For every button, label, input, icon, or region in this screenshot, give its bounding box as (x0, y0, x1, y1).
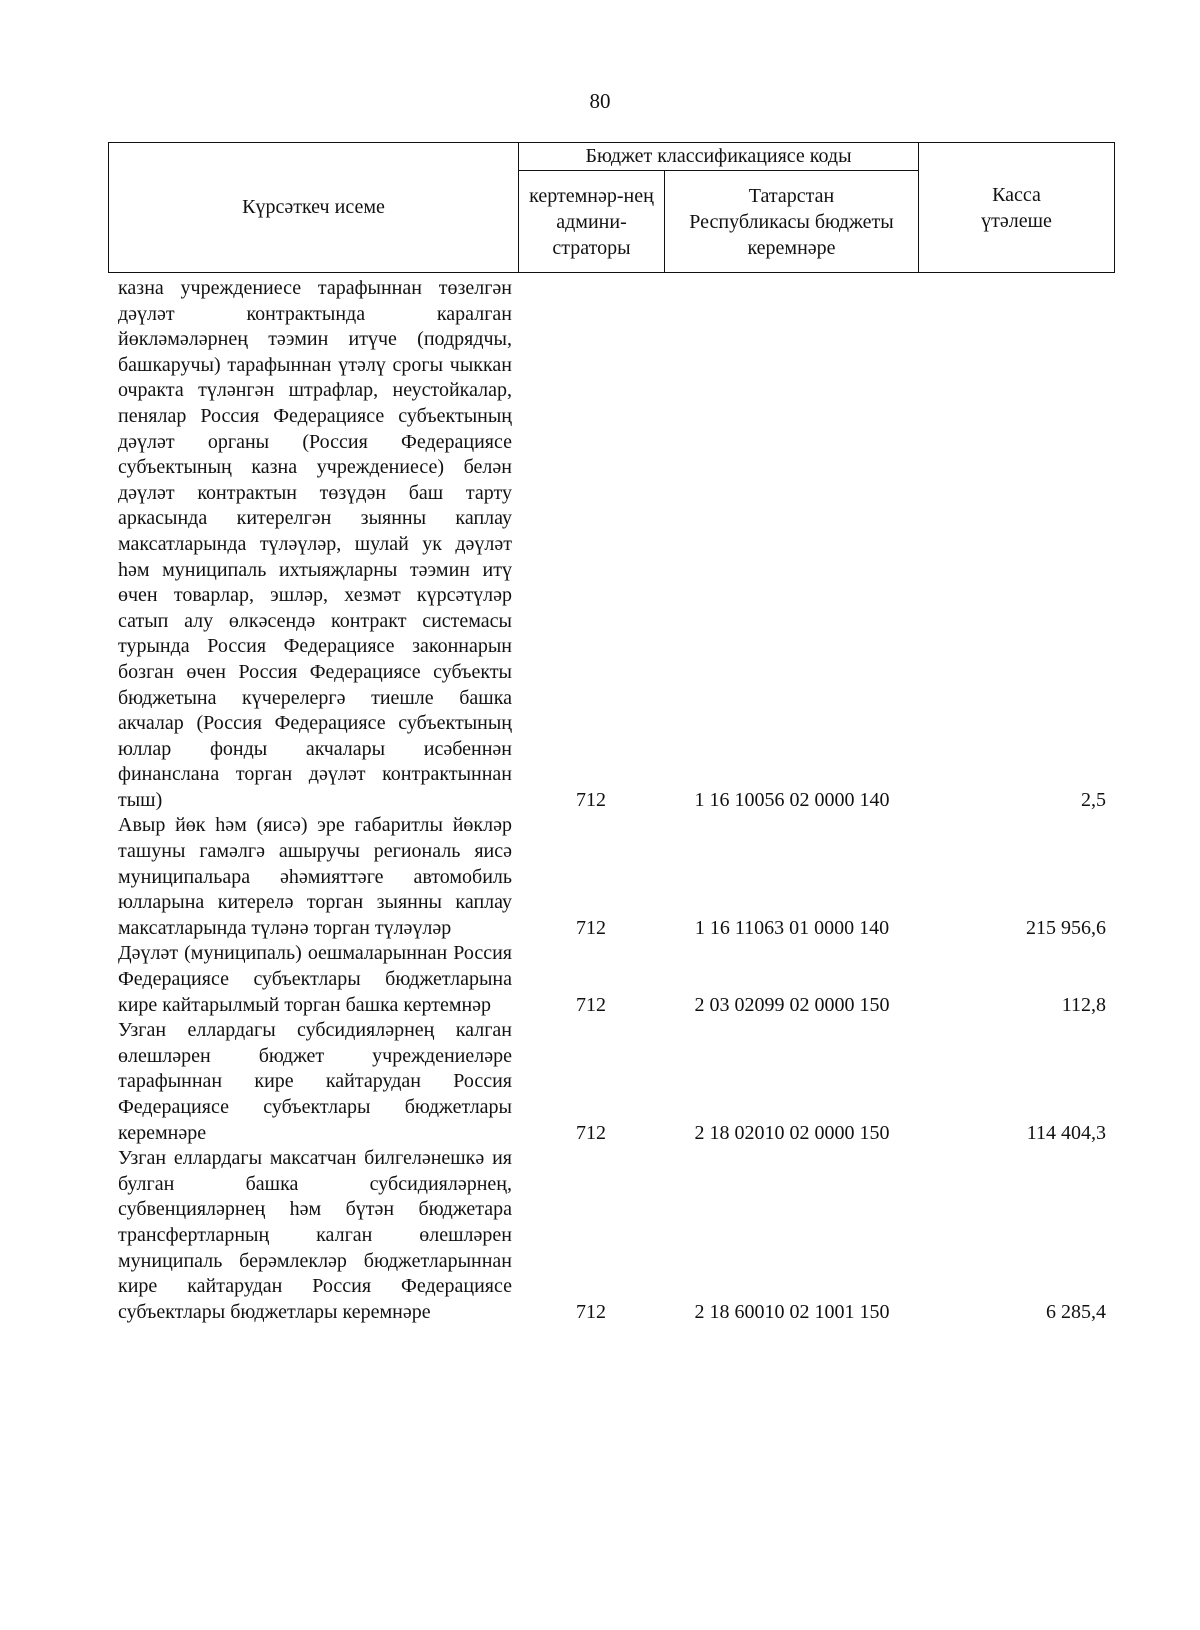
table-header (108, 142, 1115, 273)
row-amount: 114 404,3 (1026, 1121, 1106, 1144)
row-classification-code: 2 18 60010 02 1001 150 (694, 1300, 890, 1323)
header-cash-execution: Касса үтәлеше (919, 143, 1115, 273)
row-classification-code: 1 16 11063 01 0000 140 (694, 916, 890, 939)
row-name: Узган еллардагы субсидияләрнең калган өлешләрен бюджет учреждениеләре тарафыннан кире кайтарудан Россия Федерациясе субъектлары бюджетлары керемнәре (118, 1019, 512, 1144)
row-admin-code: 712 (576, 1121, 606, 1144)
page-number: 80 (589, 89, 611, 113)
table-row (108, 1018, 1114, 1146)
row-amount: 215 956,6 (1026, 916, 1106, 939)
row-name: казна учреждениесе тарафыннан төзелгән дәүләт контрактында каралган йөкләмәләрнең тәэмин итүче (подрядчы, башкаручы) тарафыннан үтәлү срогы чыккан очракта түләнгән штрафлар, неустойкалар, пенялар Россия Федерациясе субъектының дәүләт органы (Россия Федерациясе субъектының казна учреждениесе) белән дәүләт контрактын төзүдән баш тарту аркасында китерелгән зыянны каплау максатларында түләүләр, шулай ук дәүләт һәм муниципаль ихтыяҗларны тәэмин итү өчен товарлар, эшләр, хезмәт күрсәтүләр сатып алу өлкәсендә контракт системасы турында Россия Федерациясе законнарын бозган өчен Россия Федерациясе субъекты бюджетына күчерелергә тиешле башка акчалар (Россия Федерациясе субъектының юллар фонды акчалары исәбеннән финанслана торган дәүләт контрактыннан тыш) (118, 277, 512, 811)
row-name: Узган еллардагы максатчан билгеләнешкә ия булган башка субсидияләрнең, субвенцияләрнең һәм бүтән бюджетара трансфертларның калган өлешләрен муниципаль берәмлекләр бюджетларыннан кире кайтарудан Россия Федерациясе субъектлары бюджетлары керемнәре (118, 1147, 512, 1323)
row-classification-code: 1 16 10056 02 0000 140 (694, 788, 890, 811)
row-amount: 112,8 (1061, 993, 1106, 1016)
table-body (108, 276, 1114, 1325)
row-admin-code: 712 (576, 788, 606, 811)
row-amount: 2,5 (1081, 788, 1106, 811)
header-budget-classification: Бюджет классификациясе коды (519, 143, 919, 171)
header-tatarstan-budget-revenues: Татарстан Республикасы бюджеты керемнәре (665, 171, 919, 273)
row-admin-code: 712 (576, 916, 606, 939)
table-row (108, 813, 1114, 941)
table-row (108, 276, 1114, 813)
row-admin-code: 712 (576, 993, 606, 1016)
row-name: Авыр йөк һәм (яисә) эре габаритлы йөкләр ташуны гамәлгә ашыручы региональ яисә муниципальара әһәмияттәге автомобиль юлларына китерелә торган зыянны каплау максатларында түләнә торган түләүләр (118, 814, 512, 939)
row-classification-code: 2 18 02010 02 0000 150 (694, 1121, 890, 1144)
row-name: Дәүләт (муниципаль) оешмаларыннан Россия Федерациясе субъектлары бюджетларына кире кайтарылмый торган башка кертемнәр (118, 942, 512, 1016)
row-amount: 6 285,4 (1046, 1300, 1106, 1323)
row-classification-code: 2 03 02099 02 0000 150 (694, 993, 890, 1016)
header-revenue-administrators: кертемнәр-нең админи-страторы (519, 171, 665, 273)
table-row (108, 941, 1114, 1018)
table-row (108, 1146, 1114, 1325)
row-admin-code: 712 (576, 1300, 606, 1323)
header-indicator-name: Күрсәткеч исеме (109, 143, 519, 273)
